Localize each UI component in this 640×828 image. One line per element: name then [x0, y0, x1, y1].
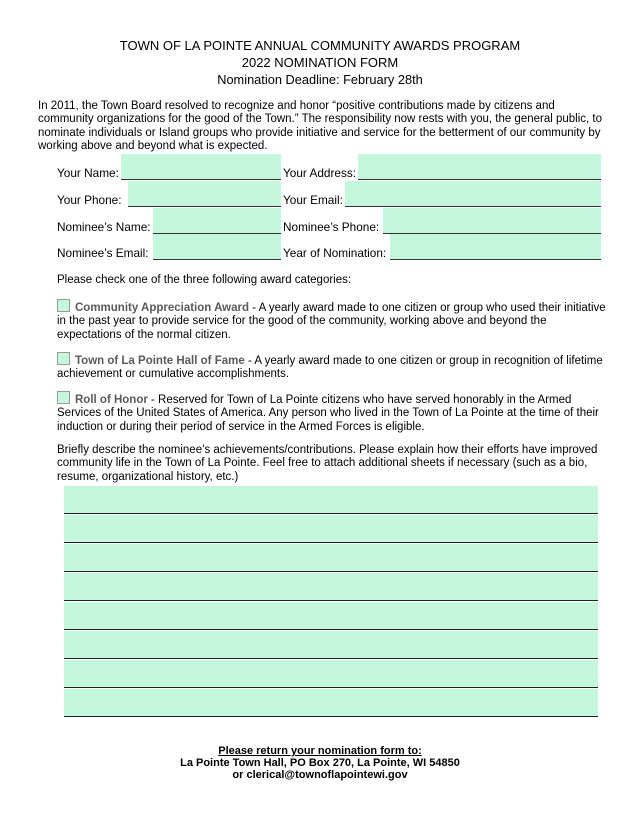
describe-prompt: Briefly describe the nominee’s achievements/contributions. Please explain how their efforts have improved community life in the Town of La Pointe. Feel free to attach additional sheets if necessary (such as a bio, resume, organizational history, etc.)	[57, 444, 598, 483]
your-phone-input[interactable]	[128, 181, 281, 207]
your-email-label: Your Email:	[283, 193, 343, 207]
year-of-nomination-input[interactable]	[390, 234, 601, 260]
form-subtitle: 2022 NOMINATION FORM	[241, 55, 399, 70]
nominee-email-label: Nominee’s Email:	[57, 246, 149, 260]
your-name-input[interactable]	[121, 154, 281, 180]
your-address-input[interactable]	[358, 154, 601, 180]
description-line[interactable]	[64, 486, 598, 514]
your-address-label: Your Address:	[283, 166, 357, 180]
nominee-name-label: Nominee’s Name:	[57, 220, 151, 234]
intro-paragraph: In 2011, the Town Board resolved to recognize and honor “positive contributions made by citizens and community organizations for the good of the Town.” The responsibility now rests with you, the general public, to nominate individuals or Island groups who provide initiative and service for the betterment of our community by working above and beyond what is expected.	[38, 100, 603, 153]
hall-of-fame-description: - A yearly award made to one citizen or group in recognition of lifetime achievement or cumulative accomplishments.	[57, 355, 603, 381]
form-title: TOWN OF LA POINTE ANNUAL COMMUNITY AWARDS PROGRAM	[119, 38, 521, 53]
nominee-phone-input[interactable]	[383, 208, 601, 234]
description-line[interactable]	[64, 544, 598, 572]
description-line[interactable]	[64, 631, 598, 659]
category-hall-of-fame	[57, 352, 607, 382]
description-line[interactable]	[64, 689, 598, 717]
description-line[interactable]	[64, 660, 598, 688]
community-appreciation-description: - A yearly award made to one citizen or group who used their initiative in the past year to provide service for the good of the community, working above and beyond the expectations of the normal citizen.	[57, 302, 606, 341]
return-instructions: Please return your nomination form to:	[218, 745, 422, 757]
roll-of-honor-title: Roll of Honor	[75, 394, 148, 406]
year-of-nomination-label: Year of Nomination:	[283, 246, 387, 260]
category-roll-of-honor	[57, 391, 607, 434]
nominee-phone-label: Nominee’s Phone:	[283, 220, 380, 234]
description-line[interactable]	[64, 515, 598, 543]
category-community-appreciation	[57, 299, 607, 342]
categories-prompt: Please check one of the three following award categories:	[57, 274, 352, 286]
hall-of-fame-title: Town of La Pointe Hall of Fame	[75, 355, 245, 367]
community-appreciation-checkbox[interactable]	[57, 299, 70, 312]
community-appreciation-title: Community Appreciation Award	[75, 302, 250, 314]
roll-of-honor-description: - Reserved for Town of La Pointe citizens who have served honorably in the Armed Services of the United States of America. Any person who lived in the Town of La Pointe at the time of their induction or during their period of service in the Armed Forces is eligible.	[57, 394, 599, 433]
description-line[interactable]	[64, 573, 598, 601]
roll-of-honor-checkbox[interactable]	[57, 391, 70, 404]
nominee-name-input[interactable]	[153, 208, 281, 234]
return-email: or clerical@townoflapointewi.gov	[232, 769, 408, 781]
your-email-input[interactable]	[345, 181, 601, 207]
nominee-email-input[interactable]	[153, 234, 281, 260]
your-name-label: Your Name:	[57, 166, 119, 180]
return-address: La Pointe Town Hall, PO Box 270, La Pointe, WI 54850	[180, 757, 460, 769]
nomination-deadline: Nomination Deadline: February 28th	[217, 72, 423, 87]
description-line[interactable]	[64, 602, 598, 630]
your-phone-label: Your Phone:	[57, 193, 122, 207]
hall-of-fame-checkbox[interactable]	[57, 352, 70, 365]
